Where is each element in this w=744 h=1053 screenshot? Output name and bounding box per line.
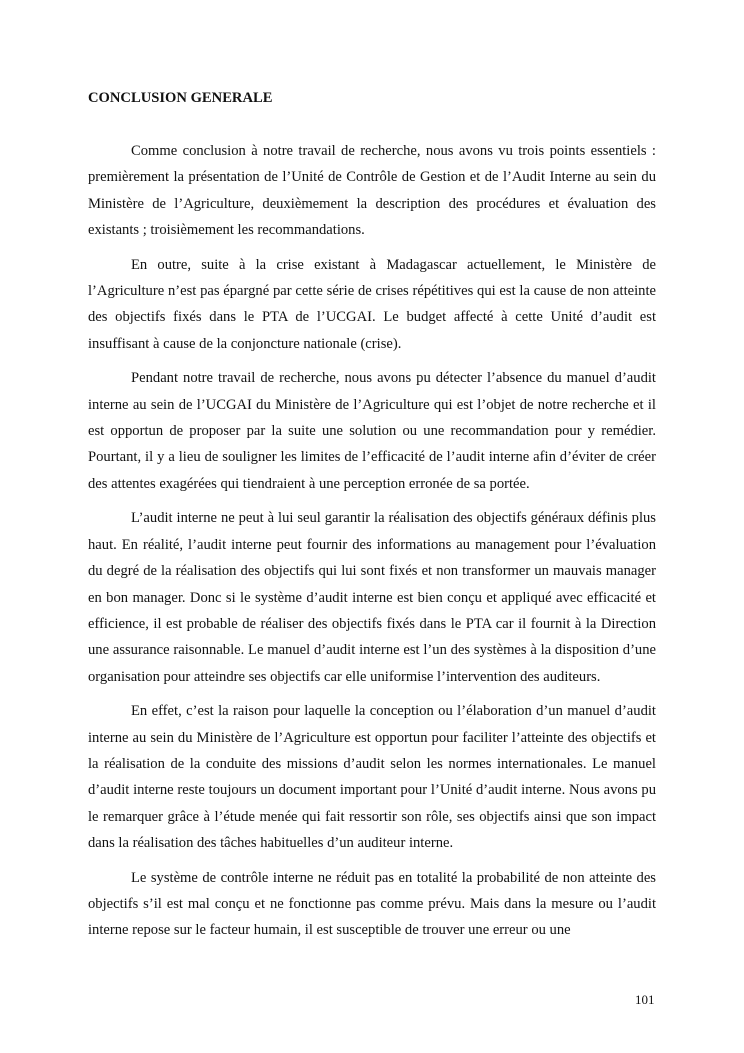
paragraph-6: Le système de contrôle interne ne réduit pas en totalité la probabilité de non atteinte des objectifs s’il est mal conçu et ne fonctionne pas comme prévu. Mais dans la mesure ou l’audit interne repose sur le facteur humain, il est susceptible de trouver une erreur ou une: [88, 869, 656, 939]
paragraph-2: En outre, suite à la crise existant à Madagascar actuellement, le Ministère de l’Agriculture n’est pas épargné par cette série de crises répétitives qui est la cause de non atteinte des objectifs fixés dans le PTA de l’UCGAI. Le budget affecté à cette Unité d’audit est insuffisant à cause de la conjoncture nationale (crise).: [88, 256, 656, 352]
body-text: [88, 138, 656, 952]
paragraph-1: Comme conclusion à notre travail de recherche, nous avons vu trois points essentiels : premièrement la présentation de l’Unité de Contrôle de Gestion et de l’Audit Interne au sein du Ministère de l’Agriculture, deuxièmement la description des procédures et évaluation des existants ; troisièmement les recommandations.: [88, 143, 656, 239]
page-number: 101: [635, 992, 655, 1007]
paragraph-4: L’audit interne ne peut à lui seul garantir la réalisation des objectifs généraux définis plus haut. En réalité, l’audit interne peut fournir des informations au management pour l’évaluation du degré de la réalisation des objectifs qui lui sont fixés et non transformer un mauvais manager en bon manager. Donc si le système d’audit interne est bien conçu et appliqué avec efficacité et efficience, il est probable de réaliser des objectifs fixés dans le PTA car il fournit à la Direction une assurance raisonnable. Le manuel d’audit interne est l’un des systèmes à la disposition d’une organisation pour atteindre ses objectifs car elle uniformise l’intervention des auditeurs.: [88, 510, 656, 685]
paragraph-3: Pendant notre travail de recherche, nous avons pu détecter l’absence du manuel d’audit interne au sein de l’UCGAI du Ministère de l’Agriculture qui est l’objet de notre recherche et il est opportun de proposer par la suite une solution ou une recommandation pour y remédier. Pourtant, il y a lieu de souligner les limites de l’efficacité de l’audit interne afin d’éviter de créer des attentes exagérées qui tiendraient à une perception erronée de sa portée.: [88, 370, 656, 492]
section-title: CONCLUSION GENERALE: [88, 90, 273, 106]
paragraph-5: En effet, c’est la raison pour laquelle la conception ou l’élaboration d’un manuel d’audit interne au sein du Ministère de l’Agriculture est opportun pour faciliter l’atteinte des objectifs et la réalisation de la conduite des missions d’audit selon les normes internationales. Le manuel d’audit interne reste toujours un document important pour l’Unité d’audit interne. Nous avons pu le remarquer grâce à l’étude menée qui fait ressortir son rôle, ses objectifs ainsi que son impact dans la réalisation des tâches habituelles d’un auditeur interne.: [88, 703, 656, 852]
